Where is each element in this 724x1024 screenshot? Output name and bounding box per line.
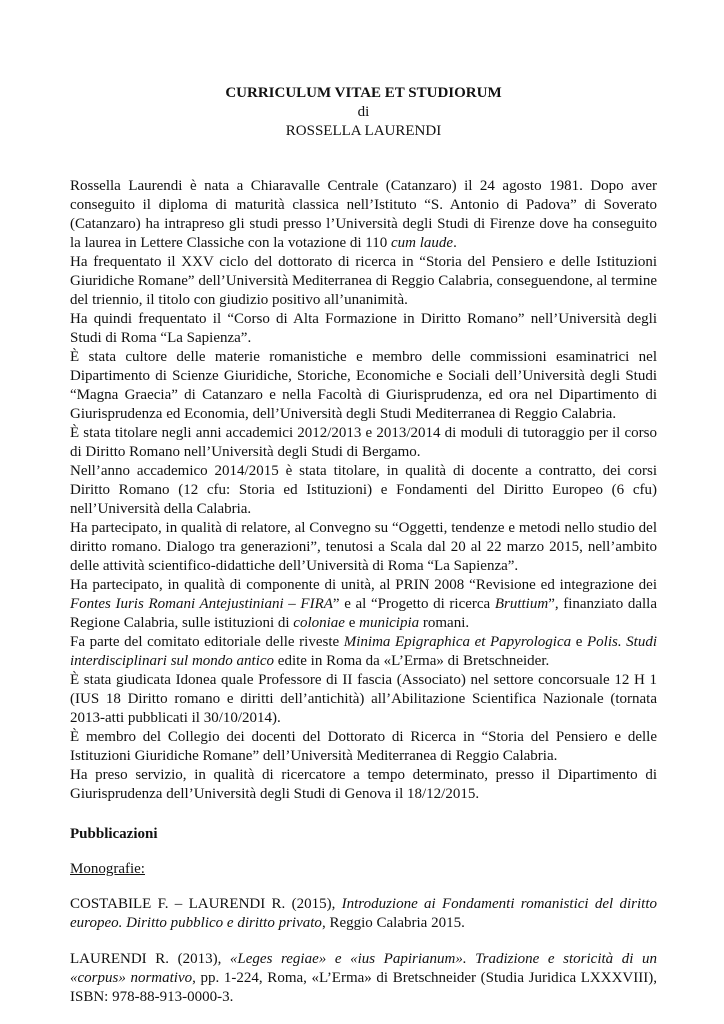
- text-run: edite in Roma da «L’Erma» di Bretschneider.: [274, 653, 550, 669]
- text-run: Ha quindi frequentato il “Corso di Alta Formazione in Diritto Romano” nell’Università degli Studi di Roma “La Sapienza”.: [70, 311, 657, 346]
- text-run: , pp. 1-224, Roma, «L’Erma» di Bretschneider (Studia Juridica LXXXVIII), ISBN: 978-88-913-0000-3.: [70, 970, 657, 1005]
- text-run: , Reggio Calabria 2015.: [321, 915, 465, 931]
- text-run: Rossella Laurendi è nata a Chiaravalle Centrale (Catanzaro) il 24 agosto 1981. Dopo aver conseguito il diploma di maturità classica nell’Istituto “S. Antonio di Padova” di Soverato (Catanzaro) ha intrapreso gli studi presso l’Università degli Studi di Firenze dove ha conseguito la laurea in Lettere Classiche con la votazione di 110: [70, 178, 657, 251]
- cv-page: [70, 84, 657, 1007]
- text-run: Ha partecipato, in qualità di relatore, al Convegno su “Oggetti, tendenze e metodi nello studio del diritto romano. Dialogo tra generazioni”, tenutosi a Scala dal 20 al 22 marzo 2015, nell’ambito delle attività scientifico-didattiche dell’Università di Roma “La Sapienza”.: [70, 520, 657, 574]
- text-run: Ha preso servizio, in qualità di ricercatore a tempo determinato, presso il Dipartimento di Giurisprudenza dell’Università degli Studi di Genova il 18/12/2015.: [70, 767, 657, 802]
- text-run: e: [344, 615, 360, 631]
- bio-paragraph: [70, 766, 657, 804]
- text-run: romani.: [419, 615, 470, 631]
- bio-paragraph: [70, 310, 657, 348]
- italic-text: Fontes Iuris Romani Antejustiniani – FIRA: [70, 596, 333, 612]
- title-connector: di: [357, 104, 370, 120]
- monografie-heading: Monografie:: [70, 861, 145, 877]
- bio-paragraph: [70, 177, 657, 253]
- bio-paragraph: [70, 728, 657, 766]
- text-run: È membro del Collegio dei docenti del Dottorato di Ricerca in “Storia del Pensiero e delle Istituzioni Giuridiche Romane” dell’Università Mediterranea di Reggio Calabria.: [70, 729, 657, 764]
- text-run: e: [571, 634, 587, 650]
- text-run: È stata giudicata Idonea quale Professore di II fascia (Associato) nel settore concorsuale 12 H 1 (IUS 18 Diritto romano e diritti dell’antichità) all’Abilitazione Scientifica Nazionale (tornata 2013-atti pubblicati il 30/10/2014).: [70, 672, 657, 726]
- text-run: .: [453, 235, 457, 251]
- text-run: LAURENDI R. (2013),: [70, 951, 230, 967]
- bio-paragraph: [70, 253, 657, 310]
- author-name: ROSSELLA LAURENDI: [285, 123, 442, 139]
- italic-text: Introduzione ai Fondamenti romanistici del diritto europeo. Diritto pubblico e diritto privato: [70, 896, 658, 931]
- bio-paragraph: [70, 462, 657, 519]
- bio-paragraph: [70, 424, 657, 462]
- italic-text: coloniae: [293, 615, 345, 631]
- italic-text: «Leges regiae» e «ius Papirianum». Tradizione e storicità di un «corpus» normativo: [70, 951, 657, 986]
- publication-entry: [70, 950, 657, 1007]
- text-run: È stata titolare negli anni accademici 2012/2013 e 2013/2014 di moduli di tutoraggio per il corso di Diritto Romano nell’Università degli Studi di Bergamo.: [70, 425, 657, 460]
- text-run: ” e al “Progetto di ricerca: [332, 596, 495, 612]
- bio-paragraph: [70, 671, 657, 728]
- publication-entry: [70, 895, 657, 933]
- document-title: CURRICULUM VITAE ET STUDIORUM: [225, 85, 502, 101]
- italic-text: cum laude: [390, 235, 454, 251]
- italic-text: Polis. Studi interdisciplinari sul mondo antico: [70, 634, 658, 669]
- italic-text: Minima Epigraphica et Papyrologica: [343, 634, 572, 650]
- text-run: Fa parte del comitato editoriale delle riveste: [70, 634, 344, 650]
- cv-header: [70, 84, 657, 141]
- bio-paragraph: [70, 348, 657, 424]
- biography: [70, 177, 657, 804]
- text-run: Ha frequentato il XXV ciclo del dottorato di ricerca in “Storia del Pensiero e delle Istituzioni Giuridiche Romane” dell’Università Mediterranea di Reggio Calabria, conseguendone, al termine del triennio, il titolo con giudizio positivo all’unanimità.: [70, 254, 657, 308]
- bio-paragraph: [70, 633, 657, 671]
- text-run: È stata cultore delle materie romanistiche e membro delle commissioni esaminatrici nel Dipartimento di Scienze Giuridiche, Storiche, Economiche e Sociali dell’Università degli Studi “Magna Graecia” di Catanzaro e nella Facoltà di Giurisprudenza, ed ora nel Dipartimento di Giurisprudenza ed Economia, dell’Università degli Studi Mediterranea di Reggio Calabria.: [70, 349, 657, 422]
- text-run: ”, finanziato dalla Regione Calabria, sulle istituzioni di: [70, 596, 657, 631]
- text-run: Ha partecipato, in qualità di componente di unità, al PRIN 2008 “Revisione ed integrazione dei: [70, 577, 657, 593]
- italic-text: Bruttium: [494, 596, 549, 612]
- bio-paragraph: [70, 519, 657, 576]
- text-run: Nell’anno accademico 2014/2015 è stata titolare, in qualità di docente a contratto, dei corsi Diritto Romano (12 cfu: Storia ed Istituzioni) e Fondamenti del Diritto Europeo (6 cfu) nell’Università della Calabria.: [70, 463, 657, 517]
- bio-paragraph: [70, 576, 657, 633]
- text-run: COSTABILE F. – LAURENDI R. (2015),: [70, 896, 342, 912]
- italic-text: municipia: [359, 615, 420, 631]
- publications-heading: Pubblicazioni: [70, 826, 158, 842]
